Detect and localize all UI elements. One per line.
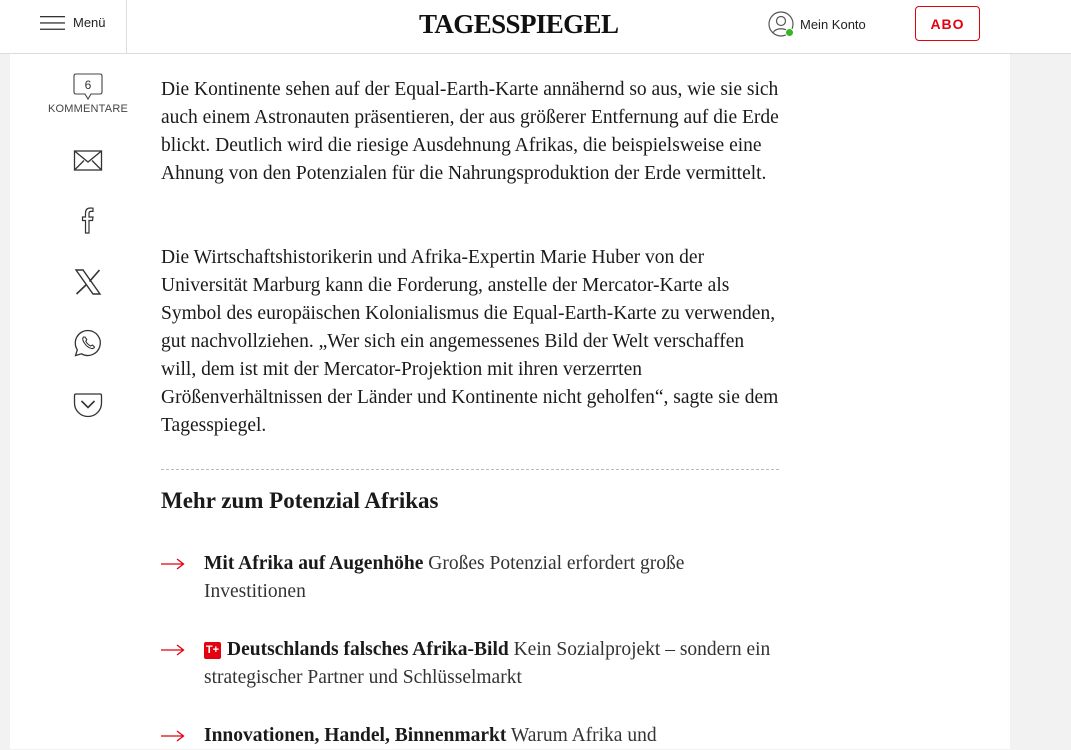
related-link-teaser: Warum Afrika und xyxy=(510,725,657,746)
hamburger-icon xyxy=(40,16,65,30)
account-button[interactable] xyxy=(768,10,866,38)
facebook-icon[interactable] xyxy=(72,204,104,236)
x-icon[interactable] xyxy=(72,266,104,298)
arrow-right-icon xyxy=(161,558,185,570)
related-link-text xyxy=(204,722,781,750)
menu-button[interactable] xyxy=(0,0,127,53)
related-link-headline: Deutschlands falsches Afrika-Bild xyxy=(227,639,509,660)
user-icon xyxy=(768,11,794,37)
plus-badge: T+ xyxy=(204,642,221,659)
article-paragraph: Die Wirtschaftshistorikerin und Afrika-Expertin Marie Huber von der Universität Marburg kann die Forderung, anstelle der Mercator-Karte als Symbol des europäischen Kolonialismus die Equal-Earth-Karte zu verwenden, gut nachvollziehen. „Wer sich ein angemessenes Bild der Welt verschaffen will, dem ist mit der Mercator-Projektion mit ihren verzerrten Größenverhältnissen der Länder und Kontinente nicht geholfen“, sagte sie dem Tagesspiegel. xyxy=(161,247,779,436)
comment-label: KOMMENTARE xyxy=(47,103,129,115)
menu-label: Menü xyxy=(73,15,106,30)
online-status-dot xyxy=(785,28,794,37)
related-link-headline: Innovationen, Handel, Binnenmarkt xyxy=(204,725,507,746)
abo-button[interactable]: ABO xyxy=(915,6,980,41)
related-link-headline: Mit Afrika auf Augenhöhe xyxy=(204,553,424,574)
related-section-title: Mehr zum Potenzial Afrikas xyxy=(161,488,439,513)
pocket-icon[interactable] xyxy=(72,388,104,420)
related-link-teaser: Großes Potenzial erfordert große Investitionen xyxy=(204,553,685,602)
article-paragraph: Die Kontinente sehen auf der Equal-Earth-Karte annähernd so aus, wie sie sich auch einem Astronauten präsentieren, der aus größerer Entfernung auf die Erde blickt. Deutlich wird die riesige Ausdehnung Afrikas, die beispielsweise eine Ahnung von den Potenzialen für die Nahrungsproduktion der Erde vermittelt. xyxy=(161,79,779,184)
site-logo[interactable]: TAGESSPIEGEL xyxy=(419,9,619,39)
account-label: Mein Konto xyxy=(800,16,866,32)
mail-icon[interactable] xyxy=(72,144,104,176)
section-divider xyxy=(161,469,779,470)
site-header xyxy=(0,0,1071,54)
comment-bubble-icon xyxy=(72,72,104,102)
arrow-right-icon xyxy=(161,730,185,742)
arrow-right-icon xyxy=(161,644,185,656)
related-link-text xyxy=(204,550,781,606)
comment-count: 6 xyxy=(84,78,92,92)
related-link-teaser: Kein Sozialprojekt – sondern ein strategischer Partner und Schlüsselmarkt xyxy=(204,639,771,688)
comments-button[interactable] xyxy=(44,72,132,115)
related-link-text xyxy=(204,636,781,692)
whatsapp-icon[interactable] xyxy=(72,327,104,359)
